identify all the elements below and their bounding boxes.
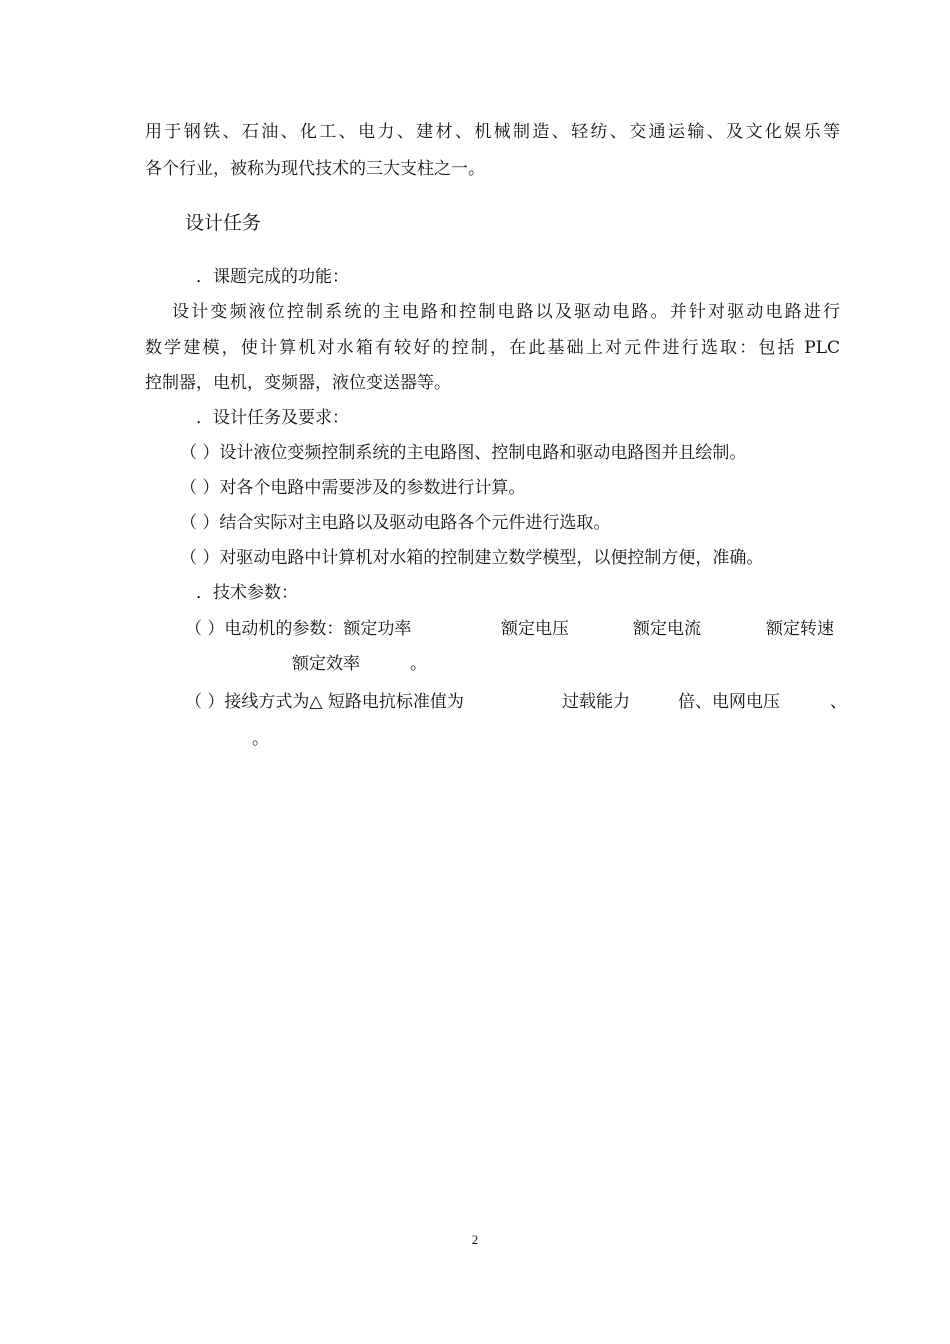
- grid-voltage-label: 倍、电网电压: [678, 692, 780, 712]
- page-number: 2: [471, 1232, 479, 1247]
- functions-line-1: 设计变频液位控制系统的主电路和控制电路以及驱动电路。并针对驱动电路进行: [172, 302, 840, 322]
- functions-line-3: 控制器，电机，变频器，液位变送器等。: [145, 373, 451, 393]
- rated-speed-label: 额定转速: [766, 619, 834, 639]
- rated-voltage-label: 额定电压: [501, 619, 569, 639]
- functions-line-2: 数学建模，使计算机对水箱有较好的控制，在此基础上对元件进行选取：包括 PLC: [145, 338, 840, 358]
- wiring-comma: 、: [830, 692, 847, 712]
- requirement-item: （ ）结合实际对主电路以及驱动电路各个元件进行选取。: [180, 513, 611, 533]
- intro-line-1: 用于钢铁、石油、化工、电力、建材、机械制造、轻纺、交通运输、及文化娱乐等: [145, 122, 840, 142]
- rated-efficiency-label: 额定效率: [292, 654, 360, 674]
- intro-line-2: 各个行业，被称为现代技术的三大支柱之一。: [145, 159, 485, 179]
- overload-label: 过载能力: [562, 692, 630, 712]
- requirements-label: ．设计任务及要求：: [196, 408, 349, 428]
- requirement-item: （ ）设计液位变频控制系统的主电路图、控制电路和驱动电路图并且绘制。: [180, 443, 747, 463]
- section-heading: 设计任务: [185, 212, 262, 234]
- wiring-parameters: （ ）接线方式为△ 短路电抗标准值为: [185, 692, 464, 712]
- requirement-item: （ ）对驱动电路中计算机对水箱的控制建立数学模型，以便控制方便，准确。: [180, 548, 764, 568]
- parameters-label: ．技术参数：: [196, 583, 298, 603]
- rated-current-label: 额定电流: [633, 619, 701, 639]
- wiring-period: 。: [252, 729, 269, 749]
- functions-label: ．课题完成的功能：: [196, 267, 349, 287]
- requirement-item: （ ）对各个电路中需要涉及的参数进行计算。: [180, 478, 526, 498]
- motor-parameters: （ ）电动机的参数：额定功率: [185, 619, 412, 639]
- motor-period: 。: [410, 654, 427, 674]
